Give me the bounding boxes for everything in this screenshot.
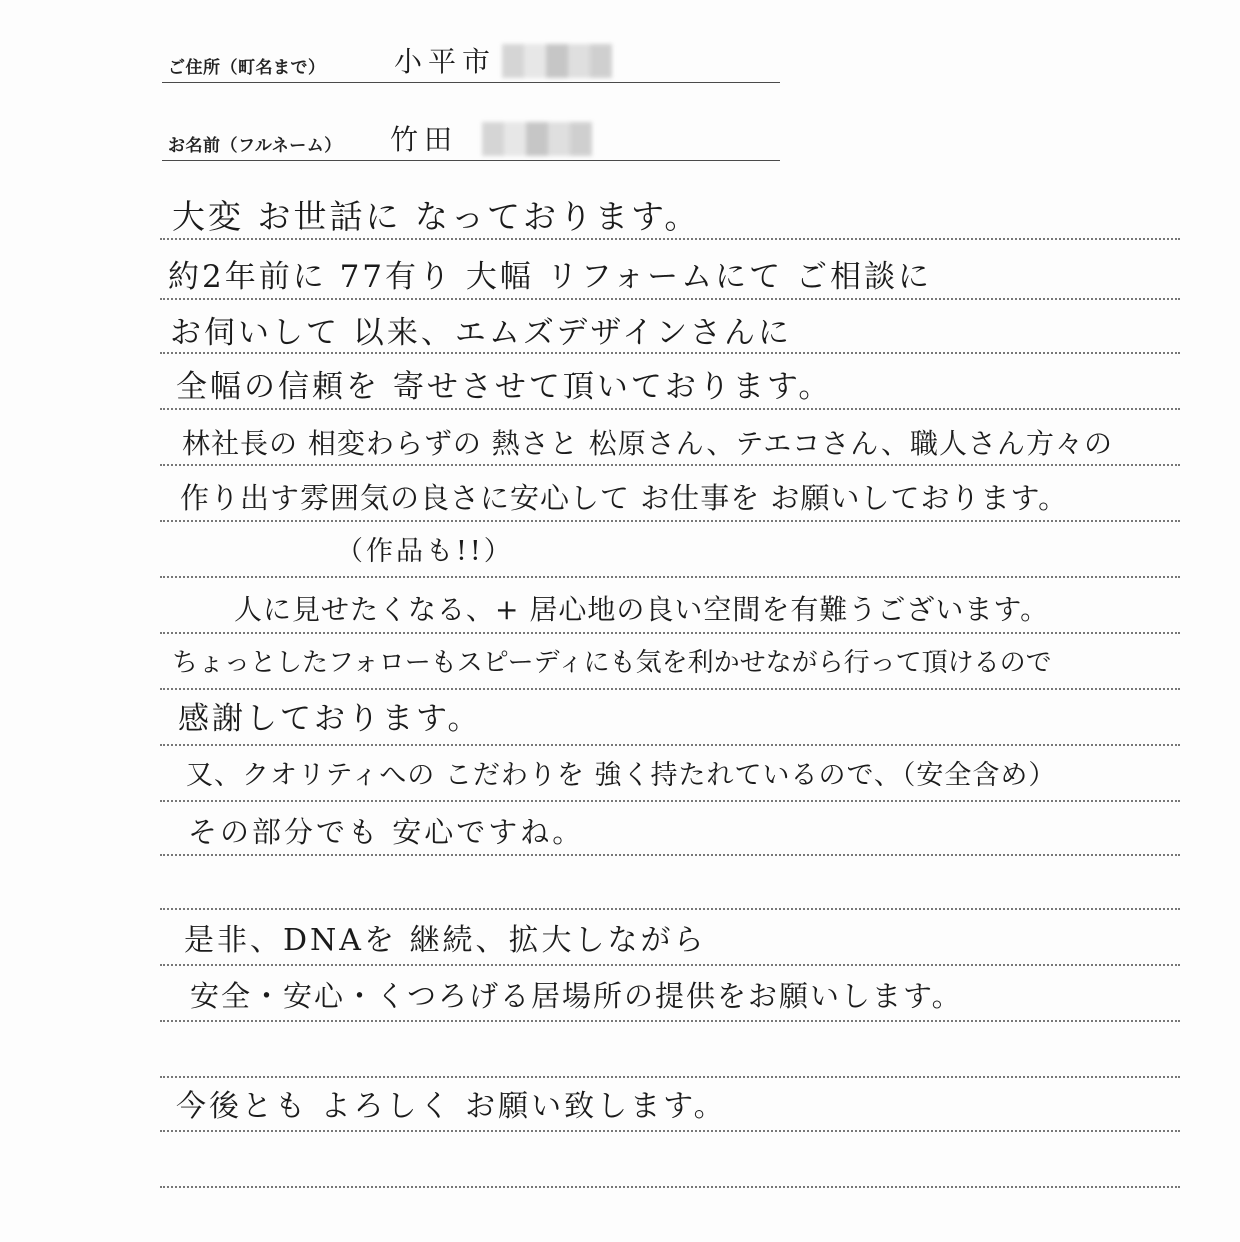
letter-line: 今後とも よろしく お願い致します。 — [176, 1089, 727, 1124]
ruled-line — [160, 464, 1180, 466]
letter-line: （作品も!!） — [336, 536, 514, 567]
ruled-line — [160, 854, 1180, 856]
ruled-line — [160, 238, 1180, 240]
letter-line: 感謝しております。 — [178, 701, 482, 737]
letter-line: 全幅の信頼を 寄せさせて頂いております。 — [176, 369, 833, 405]
address-redaction — [502, 44, 612, 78]
letter-line: 林社長の 相変わらずの 熱さと 松原さん、テエコさん、職人さん方々の — [182, 427, 1113, 460]
letter-line: その部分でも 安心ですね。 — [188, 815, 585, 849]
ruled-line — [160, 800, 1180, 802]
ruled-line — [160, 632, 1180, 634]
letter-line: ちょっとしたフォローもスピーディにも気を利かせながら行って頂けるので — [172, 648, 1052, 678]
address-value: 小平市 — [394, 45, 497, 78]
ruled-line — [160, 576, 1180, 578]
ruled-line — [160, 688, 1180, 690]
letter-line: 約2年前に 77有り 大幅 リフォームにて ご相談に — [168, 259, 933, 295]
name-value: 竹田 — [390, 123, 459, 156]
letter-line: 大変 お世話に なっております。 — [172, 197, 701, 236]
letter-line: 是非、DNAを 継続、拡大しながら — [184, 923, 707, 958]
ruled-line — [160, 1130, 1180, 1132]
ruled-line — [160, 520, 1180, 522]
letter-line: 人に見せたくなる、+ 居心地の良い空間を有難うございます。 — [234, 593, 1050, 626]
ruled-line — [160, 408, 1180, 410]
name-label: お名前（フルネーム） — [168, 136, 342, 156]
ruled-line — [160, 1076, 1180, 1078]
ruled-line — [160, 744, 1180, 746]
address-label: ご住所（町名まで） — [168, 58, 326, 78]
letter-line: 作り出す雰囲気の良さに安心して お仕事を お願いしております。 — [180, 481, 1069, 515]
name-redaction — [482, 122, 592, 156]
name-field — [162, 110, 780, 161]
ruled-line — [160, 352, 1180, 354]
ruled-line — [160, 298, 1180, 300]
ruled-line — [160, 1186, 1180, 1188]
letter-line: 又、クオリティへの こだわりを 強く持たれているので、（安全含め） — [186, 760, 1057, 791]
ruled-line — [160, 908, 1180, 910]
letter-line: 安全・安心・くつろげる居場所の提供をお願いします。 — [190, 979, 963, 1013]
letter-line: お伺いして 以来、エムズデザインさんに — [170, 315, 793, 351]
ruled-line — [160, 1020, 1180, 1022]
address-field — [162, 32, 780, 83]
ruled-line — [160, 964, 1180, 966]
